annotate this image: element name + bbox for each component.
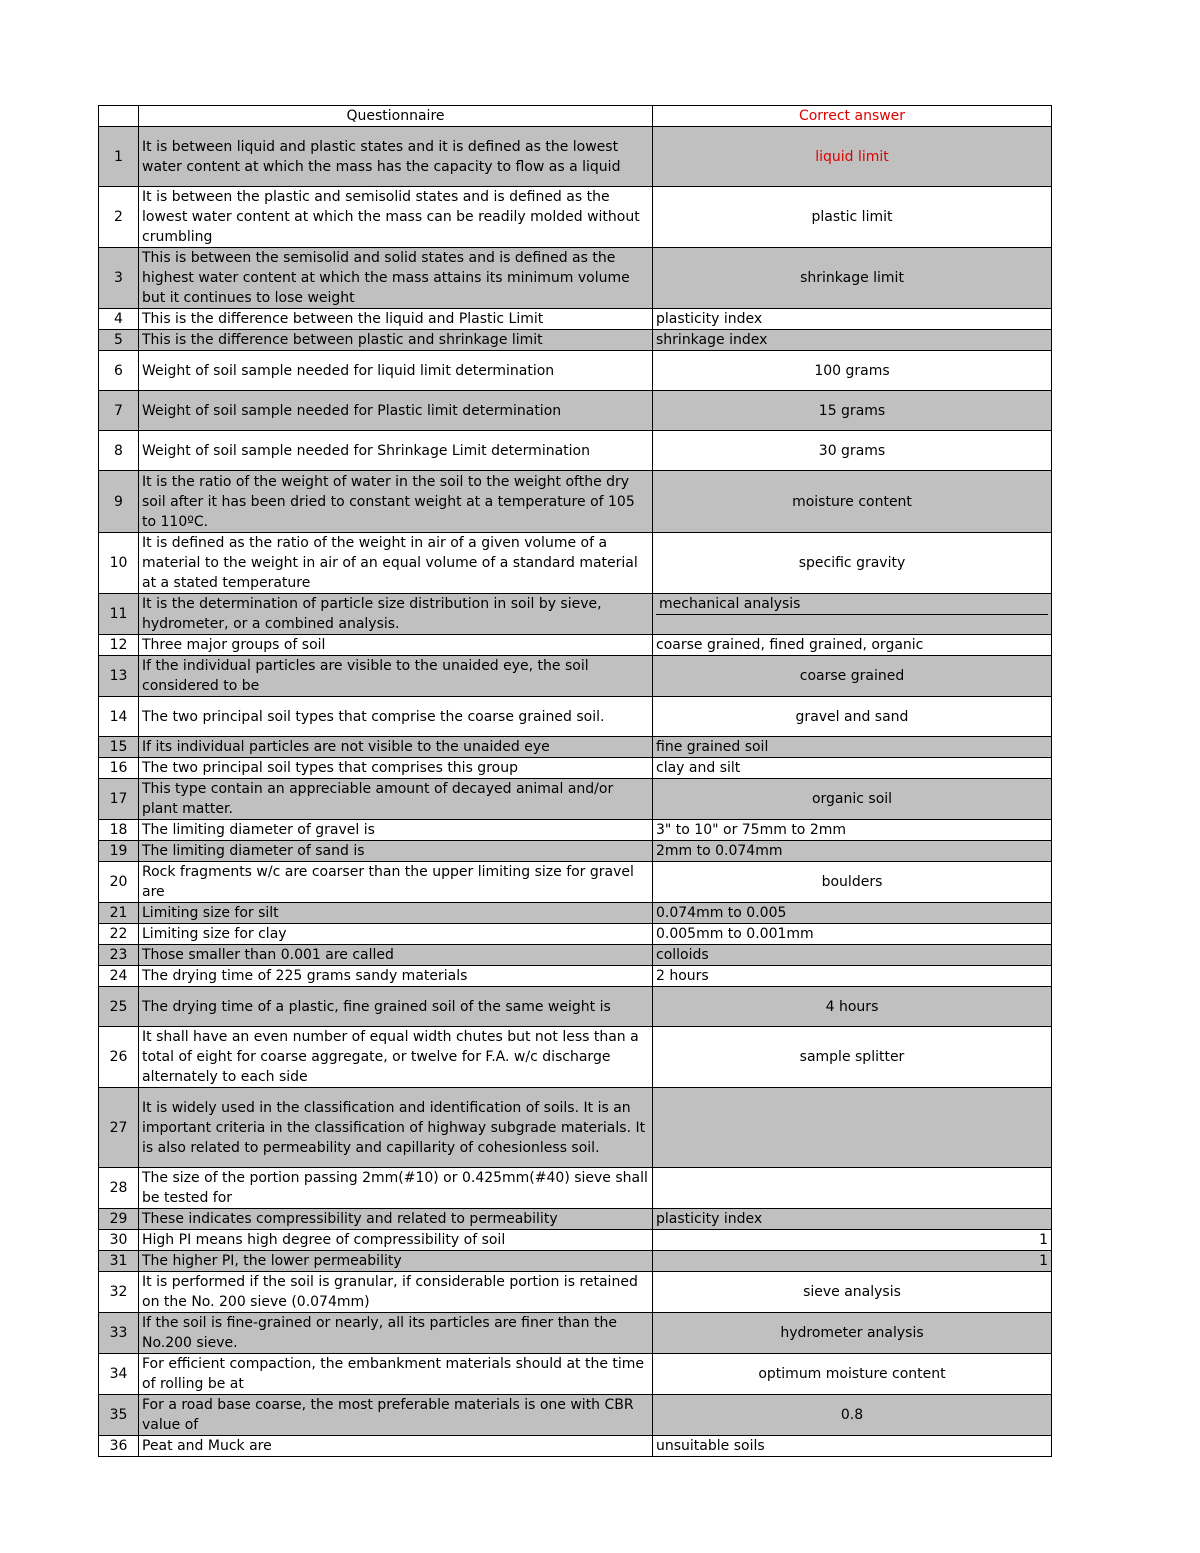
answer-cell: boulders — [653, 862, 1052, 903]
answer-cell: liquid limit — [653, 127, 1052, 187]
row-number: 24 — [99, 966, 139, 987]
answer-cell: fine grained soil — [653, 737, 1052, 758]
answer-cell: 2 hours — [653, 966, 1052, 987]
answer-cell — [653, 1168, 1052, 1209]
answer-cell: 4 hours — [653, 987, 1052, 1027]
question-cell: This is between the semisolid and solid states and is defined as the highest water content at which the mass attains its minimum volume but it continues to lose weight — [139, 248, 653, 309]
question-cell: If the individual particles are visible to the unaided eye, the soil considered to be — [139, 656, 653, 697]
question-cell: This type contain an appreciable amount of decayed animal and/or plant matter. — [139, 779, 653, 820]
table-row — [99, 1230, 1052, 1251]
row-number: 34 — [99, 1354, 139, 1395]
question-cell: Rock fragments w/c are coarser than the upper limiting size for gravel are — [139, 862, 653, 903]
table-row — [99, 1272, 1052, 1313]
table-row — [99, 533, 1052, 594]
table-row — [99, 1088, 1052, 1168]
question-cell: Peat and Muck are — [139, 1436, 653, 1457]
question-cell: Those smaller than 0.001 are called — [139, 945, 653, 966]
question-cell: It is the determination of particle size distribution in soil by sieve, hydrometer, or a combined analysis. — [139, 594, 653, 635]
row-number: 15 — [99, 737, 139, 758]
question-cell: Three major groups of soil — [139, 635, 653, 656]
row-number: 12 — [99, 635, 139, 656]
answer-cell: 15 grams — [653, 391, 1052, 431]
row-number: 20 — [99, 862, 139, 903]
row-number: 27 — [99, 1088, 139, 1168]
answer-cell: unsuitable soils — [653, 1436, 1052, 1457]
row-number: 6 — [99, 351, 139, 391]
table-row — [99, 635, 1052, 656]
answer-cell: coarse grained, fined grained, organic — [653, 635, 1052, 656]
question-cell: The drying time of a plastic, fine grained soil of the same weight is — [139, 987, 653, 1027]
answer-cell: 0.074mm to 0.005 — [653, 903, 1052, 924]
answer-cell: 30 grams — [653, 431, 1052, 471]
table-row — [99, 1027, 1052, 1088]
table-row — [99, 1168, 1052, 1209]
answer-cell: shrinkage limit — [653, 248, 1052, 309]
answer-cell: 1 — [653, 1230, 1052, 1251]
row-number: 23 — [99, 945, 139, 966]
header-correct-answer: Correct answer — [653, 106, 1052, 127]
row-number: 29 — [99, 1209, 139, 1230]
question-cell: Limiting size for clay — [139, 924, 653, 945]
answer-cell: hydrometer analysis — [653, 1313, 1052, 1354]
answer-cell: optimum moisture content — [653, 1354, 1052, 1395]
row-number: 19 — [99, 841, 139, 862]
question-cell: This is the difference between the liquid and Plastic Limit — [139, 309, 653, 330]
answer-cell: 1 — [653, 1251, 1052, 1272]
question-cell: The higher PI, the lower permeability — [139, 1251, 653, 1272]
answer-cell — [653, 594, 1052, 635]
row-number: 36 — [99, 1436, 139, 1457]
question-cell: For efficient compaction, the embankment materials should at the time of rolling be at — [139, 1354, 653, 1395]
table-row — [99, 187, 1052, 248]
table-row — [99, 1251, 1052, 1272]
question-cell: High PI means high degree of compressibility of soil — [139, 1230, 653, 1251]
question-cell: This is the difference between plastic and shrinkage limit — [139, 330, 653, 351]
header-number-cell — [99, 106, 139, 127]
answer-cell: gravel and sand — [653, 697, 1052, 737]
row-number: 8 — [99, 431, 139, 471]
question-cell: Limiting size for silt — [139, 903, 653, 924]
table-row — [99, 966, 1052, 987]
answer-cell: moisture content — [653, 471, 1052, 533]
row-number: 28 — [99, 1168, 139, 1209]
table-row — [99, 779, 1052, 820]
question-cell: It is widely used in the classification and identification of soils. It is an important criteria in the classification of highway subgrade materials. It is also related to permeability and capillarity of cohesionless soil. — [139, 1088, 653, 1168]
table-row — [99, 431, 1052, 471]
question-cell: The drying time of 225 grams sandy materials — [139, 966, 653, 987]
question-cell: It is between liquid and plastic states and it is defined as the lowest water content at which the mass has the capacity to flow as a liquid — [139, 127, 653, 187]
table-row — [99, 127, 1052, 187]
table-row — [99, 697, 1052, 737]
row-number: 18 — [99, 820, 139, 841]
question-cell: It is defined as the ratio of the weight in air of a given volume of a material to the weight in air of an equal volume of a standard material at a stated temperature — [139, 533, 653, 594]
question-cell: Weight of soil sample needed for Plastic limit determination — [139, 391, 653, 431]
row-number: 11 — [99, 594, 139, 635]
table-row — [99, 1354, 1052, 1395]
table-row — [99, 656, 1052, 697]
question-cell: These indicates compressibility and related to permeability — [139, 1209, 653, 1230]
question-cell: If the soil is fine-grained or nearly, all its particles are finer than the No.200 sieve. — [139, 1313, 653, 1354]
question-cell: Weight of soil sample needed for liquid limit determination — [139, 351, 653, 391]
answer-cell: shrinkage index — [653, 330, 1052, 351]
row-number: 4 — [99, 309, 139, 330]
answer-cell: specific gravity — [653, 533, 1052, 594]
table-row — [99, 737, 1052, 758]
answer-cell: colloids — [653, 945, 1052, 966]
table-row — [99, 758, 1052, 779]
question-cell: The limiting diameter of gravel is — [139, 820, 653, 841]
answer-text: mechanical analysis — [659, 595, 801, 612]
table-row — [99, 1313, 1052, 1354]
question-cell: The size of the portion passing 2mm(#10) or 0.425mm(#40) sieve shall be tested for — [139, 1168, 653, 1209]
answer-cell: organic soil — [653, 779, 1052, 820]
table-row — [99, 471, 1052, 533]
table-row — [99, 924, 1052, 945]
answer-cell: clay and silt — [653, 758, 1052, 779]
question-cell: The two principal soil types that comprises this group — [139, 758, 653, 779]
row-number: 35 — [99, 1395, 139, 1436]
table-row — [99, 1395, 1052, 1436]
answer-cell: plasticity index — [653, 1209, 1052, 1230]
table-row — [99, 903, 1052, 924]
header-questionnaire: Questionnaire — [139, 106, 653, 127]
answer-cell: 100 grams — [653, 351, 1052, 391]
row-number: 5 — [99, 330, 139, 351]
table-row — [99, 594, 1052, 635]
table-row — [99, 309, 1052, 330]
answer-cell: sample splitter — [653, 1027, 1052, 1088]
table-row — [99, 248, 1052, 309]
table-row — [99, 945, 1052, 966]
table-body — [99, 127, 1052, 1457]
answer-cell: 0.005mm to 0.001mm — [653, 924, 1052, 945]
row-number: 25 — [99, 987, 139, 1027]
answer-cell: 2mm to 0.074mm — [653, 841, 1052, 862]
table-row — [99, 330, 1052, 351]
row-number: 7 — [99, 391, 139, 431]
row-number: 2 — [99, 187, 139, 248]
table-row — [99, 862, 1052, 903]
answer-cell: 0.8 — [653, 1395, 1052, 1436]
question-cell: The limiting diameter of sand is — [139, 841, 653, 862]
row-number: 13 — [99, 656, 139, 697]
question-cell: It shall have an even number of equal width chutes but not less than a total of eight for coarse aggregate, or twelve for F.A. w/c discharge alternately to each side — [139, 1027, 653, 1088]
table-row — [99, 1209, 1052, 1230]
question-cell: The two principal soil types that comprise the coarse grained soil. — [139, 697, 653, 737]
row-number: 1 — [99, 127, 139, 187]
table-row — [99, 841, 1052, 862]
row-number: 30 — [99, 1230, 139, 1251]
questionnaire-table — [98, 105, 1052, 1457]
row-number: 9 — [99, 471, 139, 533]
row-number: 31 — [99, 1251, 139, 1272]
row-number: 21 — [99, 903, 139, 924]
table-row — [99, 987, 1052, 1027]
question-cell: If its individual particles are not visible to the unaided eye — [139, 737, 653, 758]
answer-cell — [653, 1088, 1052, 1168]
row-number: 3 — [99, 248, 139, 309]
row-number: 17 — [99, 779, 139, 820]
question-cell: It is performed if the soil is granular, if considerable portion is retained on the No. 200 sieve (0.074mm) — [139, 1272, 653, 1313]
row-number: 10 — [99, 533, 139, 594]
answer-cell: sieve analysis — [653, 1272, 1052, 1313]
question-cell: It is the ratio of the weight of water in the soil to the weight ofthe dry soil after it has been dried to constant weight at a temperature of 105 to 110ºC. — [139, 471, 653, 533]
row-number: 32 — [99, 1272, 139, 1313]
row-number: 14 — [99, 697, 139, 737]
header-row — [99, 106, 1052, 127]
row-number: 33 — [99, 1313, 139, 1354]
row-number: 16 — [99, 758, 139, 779]
question-cell: For a road base coarse, the most preferable materials is one with CBR value of — [139, 1395, 653, 1436]
row-number: 22 — [99, 924, 139, 945]
table-row — [99, 820, 1052, 841]
answer-cell: coarse grained — [653, 656, 1052, 697]
question-cell: Weight of soil sample needed for Shrinkage Limit determination — [139, 431, 653, 471]
question-cell: It is between the plastic and semisolid states and is defined as the lowest water content at which the mass can be readily molded without crumbling — [139, 187, 653, 248]
table-row — [99, 391, 1052, 431]
answer-cell: plastic limit — [653, 187, 1052, 248]
row-number: 26 — [99, 1027, 139, 1088]
table-row — [99, 351, 1052, 391]
answer-cell: 3" to 10" or 75mm to 2mm — [653, 820, 1052, 841]
table-row — [99, 1436, 1052, 1457]
answer-cell: plasticity index — [653, 309, 1052, 330]
answer-empty-subcell — [656, 614, 1048, 634]
